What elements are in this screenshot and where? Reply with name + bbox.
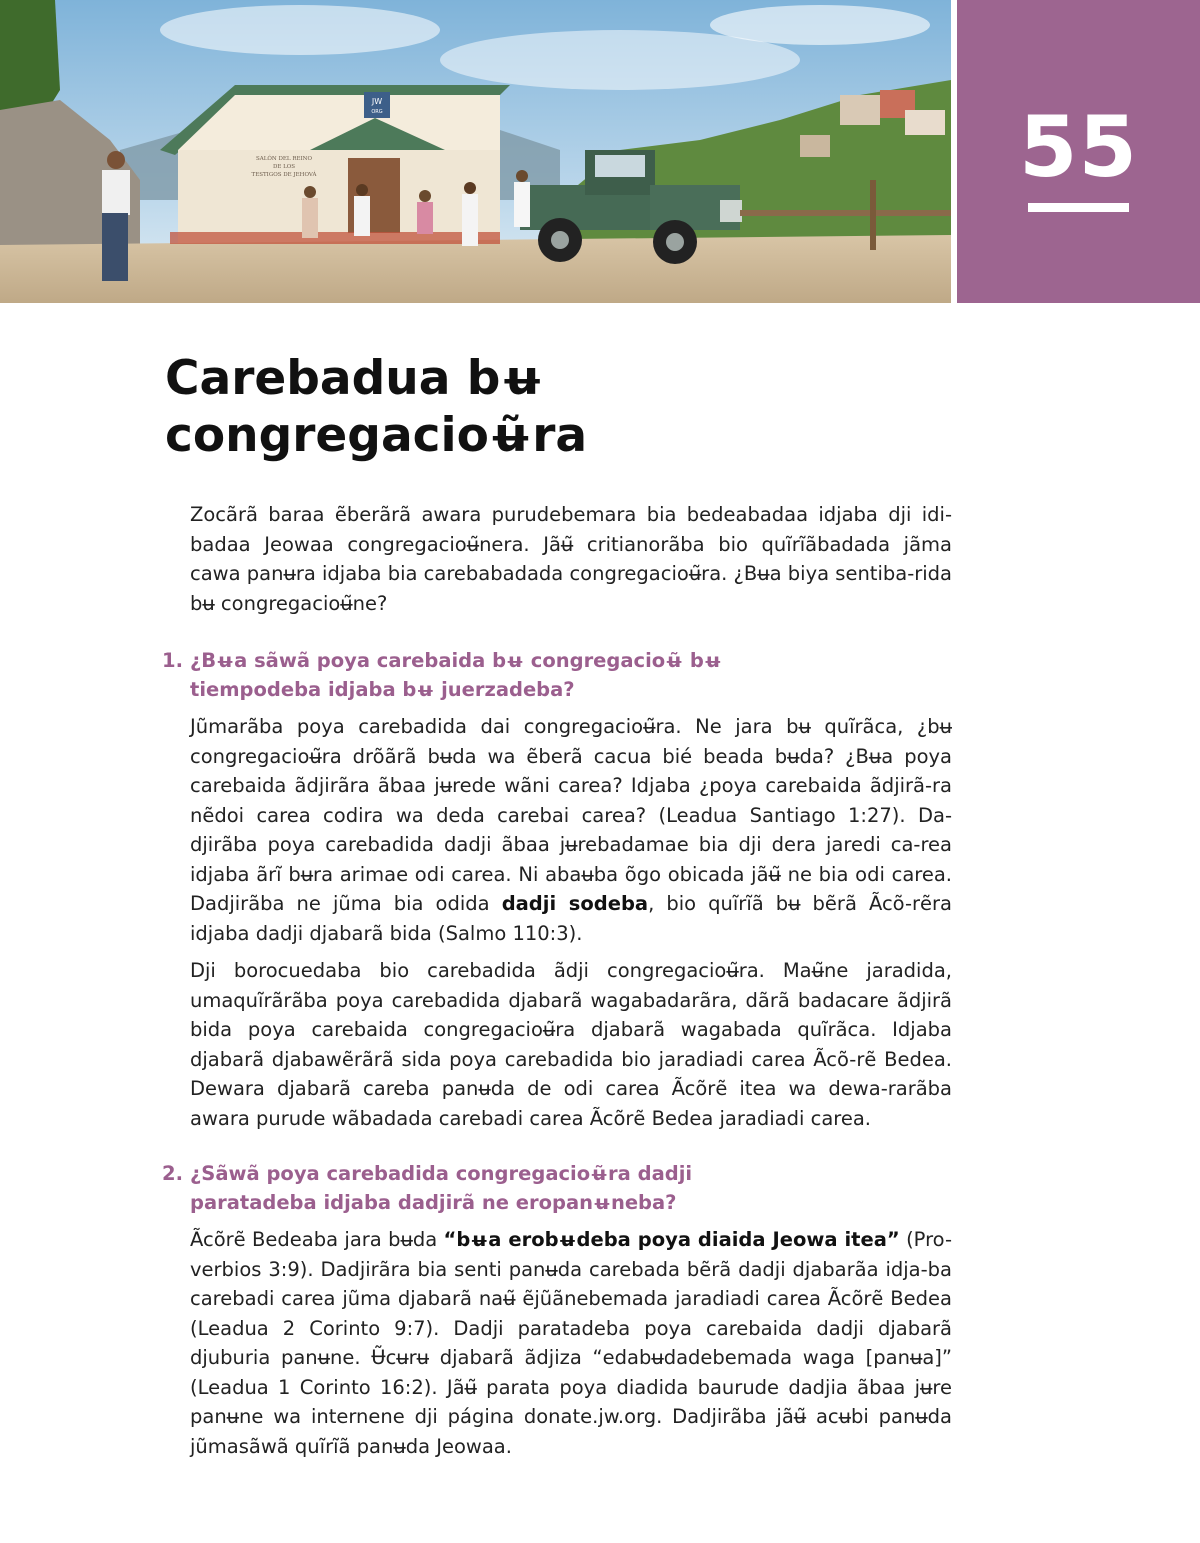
section-1-question-line-1: ¿Bʉa sãwã poya carebaida bʉ congregacioʉ̃ bʉ: [190, 649, 722, 672]
section-1-paragraph-1-bold: dadji sodeba: [501, 892, 649, 915]
intro-paragraph: Zocãrã baraa ẽberãrã awara purudebemara bia bedeabadaa idjaba dji idi-badaa Jeowaa congregacioʉ̃nera. Jãʉ̃ critianorãba bio quĩrĩãbadada jãma cawa panʉra idjaba bia carebabadada congregacioʉ̃ra. ¿Bʉa biya sentiba-rida bʉ congregacioʉ̃ne?: [190, 503, 952, 615]
lesson-number: 55: [1019, 98, 1138, 196]
section-1-paragraph-1-text-b: , bio quĩrĩã bʉ bẽrã Ãcõ-rẽra idjaba dadji djabarã bida (Salmo 110:3).: [190, 892, 952, 945]
title-line-2: congregacioʉ̃ra: [165, 408, 588, 463]
section-1-number: 1.: [162, 649, 183, 672]
jw-logo-text: JW: [371, 97, 383, 106]
section-2-number: 2.: [162, 1162, 183, 1185]
jw-logo-subtext: ORG: [371, 109, 383, 115]
section-1-paragraph-2: Dji borocuedaba bio carebadida ãdji congregacioʉ̃ra. Maʉ̃ne jaradida, umaquĩrãrãba poya carebadida djabarã wagabadarãra, dãrã badacare ãdjirã bida poya carebaida congregacioʉ̃ra djabarã wagabada quĩrãca. Idjaba djabarã djabawẽrãrã sida poya carebadida bio jaradiadi carea Ãcõ-rẽ Bedea. Dewara djabarã careba panʉda de odi carea Ãcõrẽ itea wa dewa-rarãba awara purude wãbadada carebadi carea Ãcõrẽ Bedea jaradiadi carea.: [190, 959, 952, 1130]
building-sign-line2: DE LOS: [272, 164, 296, 170]
section-2: [162, 1159, 953, 1461]
header-photo: [0, 0, 951, 303]
section-2-paragraph-1-bold: “bʉa erobʉdeba poya diaida Jeowa itea”: [443, 1228, 900, 1251]
building-sign-line3: TESTIGOS DE JEHOVÁ: [251, 172, 317, 178]
section-2-paragraph-1-text-b: (Pro-verbios 3:9). Dadjirãra bia senti panʉda carebada bẽrã dadji djabarãa idja-ba carebadi carea jũma djabarã naʉ̃ ẽjũãnebemada jaradiadi carea Ãcõrẽ Bedea (Leadua 2 Corinto 9:7). Dadji paratadeba poya carebaida dadji djabarã djuburia panʉne. Ʉ̃cʉrʉ djabarã ãdjiza “edabʉdadebemada waga [panʉa]” (Leadua 1 Corinto 16:2). Jãʉ̃ parata poya diadida baurude dadjia ãbaa jʉre panʉne wa internene dji página donate.jw.org. Dadjirãba jãʉ̃ acʉbi panʉda jũmasãwã quĩrĩã panʉda Jeowaa.: [190, 1228, 953, 1458]
section-2-paragraph-1-text-a: Ãcõrẽ Bedeaba jara bʉda: [190, 1228, 444, 1251]
section-1-paragraph-1-text-a: Jũmarãba poya carebadida dai congregacioʉ̃ra. Ne jara bʉ quĩrãca, ¿bʉ congregacioʉ̃ra drõãrã bʉda wa ẽberã cacua bié beada bʉda? ¿Bʉa poya carebaida ãdjirãra ãbaa jʉrede wãni carea? Idjaba ¿poya carebaida ãdjirã-ra nẽdoi carea codira wa deda carebai carea? (Leadua Santiago 1:27). Da-djirãba poya carebadida dadji ãbaa jʉrebadamae bia dji dera jaredi ca-rea idjaba ãrĩ bʉra arimae odi carea. Ni abaʉba õgo obicada jãʉ̃ ne bia odi carea. Dadjirãba ne jũma bia odida: [190, 715, 952, 915]
building-sign-line1: SALÓN DEL REINO: [256, 156, 312, 162]
section-1-question-line-2: tiempodeba idjaba bʉ juerzadeba?: [190, 678, 575, 701]
section-1-paragraph-1: [190, 712, 952, 948]
lesson-number-underline: [1028, 203, 1129, 212]
building: [178, 150, 500, 245]
section-2-question-line-2: paratadeba idjaba dadjirã ne eropanʉneba?: [190, 1191, 677, 1214]
title-line-1: Carebadua bʉ: [165, 351, 544, 406]
section-2-paragraph-1: [190, 1225, 952, 1461]
kingdom-hall-illustration: [0, 0, 951, 303]
section-2-question-line-1: ¿Sãwã poya carebadida congregacioʉ̃ra dadji: [190, 1162, 693, 1185]
lesson-content: [162, 500, 953, 1487]
lesson-badge: [957, 0, 1200, 303]
flower-bed: [170, 232, 500, 244]
page-title: [165, 350, 925, 464]
section-1-question: [162, 646, 952, 704]
section-1: [162, 646, 952, 1133]
section-2-question: [162, 1159, 952, 1217]
